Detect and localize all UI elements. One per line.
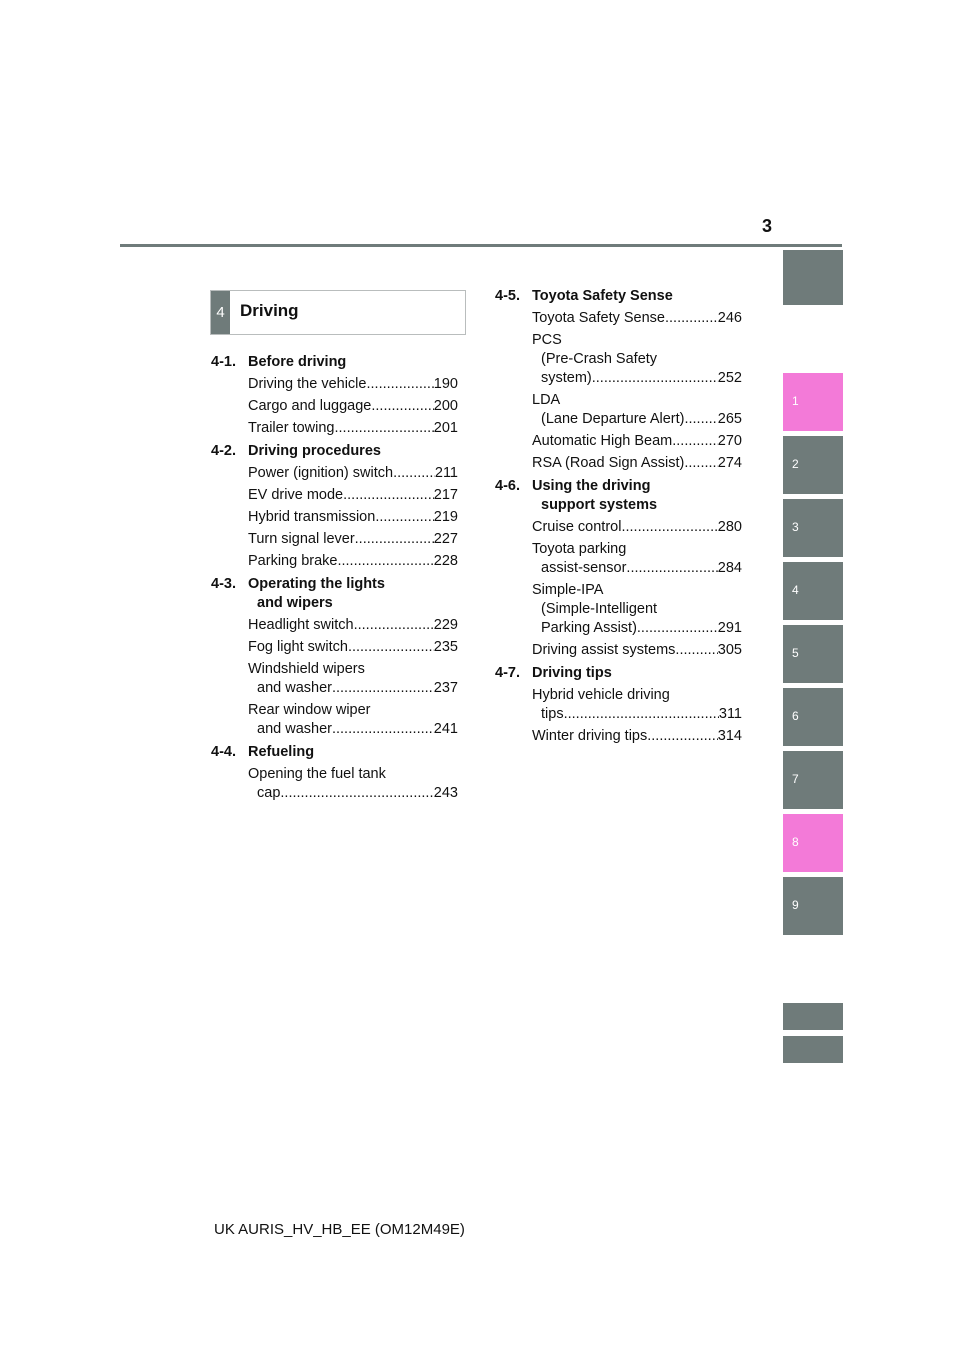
entry-label: Power (ignition) switch	[248, 465, 394, 481]
entry-label: Windshield wipers	[248, 661, 365, 677]
section-title-line: Operating the lights	[248, 576, 385, 592]
chapter-heading	[210, 290, 466, 335]
toc-section	[211, 575, 458, 739]
entry-line	[248, 720, 458, 739]
toc-entry[interactable]	[532, 432, 742, 451]
entry-line	[532, 727, 742, 746]
section-title	[248, 353, 458, 372]
toc-entry[interactable]	[248, 660, 458, 698]
section-number: 4-6.	[495, 478, 520, 494]
tab-label: 3	[792, 520, 799, 534]
section-number: 4-1.	[211, 354, 236, 370]
entry-page-number: 291	[717, 620, 742, 636]
chapter-number: 4	[211, 291, 230, 334]
toc-entry[interactable]	[248, 486, 458, 505]
entry-line	[532, 432, 742, 451]
section-number: 4-3.	[211, 576, 236, 592]
section-heading	[211, 743, 458, 762]
entry-label: Cruise control	[532, 519, 622, 535]
dot-leader	[621, 518, 717, 537]
tab-label: 1	[792, 394, 799, 408]
toc-entry[interactable]	[248, 397, 458, 416]
toc-section	[495, 477, 742, 660]
entry-line	[532, 454, 742, 473]
section-title-line: and wipers	[257, 595, 333, 611]
header-rule	[120, 244, 842, 247]
entry-page-number: 219	[433, 509, 458, 525]
entry-label: tips	[541, 706, 564, 722]
toc-entry[interactable]	[248, 638, 458, 657]
dot-leader	[371, 397, 433, 416]
entry-label: Turn signal lever	[248, 531, 355, 547]
footer-model-code: UK AURIS_HV_HB_EE (OM12M49E)	[214, 1221, 465, 1238]
section-title	[248, 575, 458, 613]
section-heading	[495, 664, 742, 683]
index-tab[interactable]	[783, 1036, 843, 1063]
entry-line	[248, 784, 458, 803]
chapter-tab-4[interactable]	[783, 562, 843, 620]
dot-leader	[665, 309, 718, 328]
tab-label: 8	[792, 835, 799, 849]
dot-leader	[348, 638, 434, 657]
chapter-tab-9[interactable]	[783, 877, 843, 935]
section-heading	[211, 353, 458, 372]
tab-label: 2	[792, 457, 799, 471]
dot-leader	[354, 616, 434, 635]
entry-line	[248, 679, 458, 698]
section-title-line: Using the driving	[532, 478, 651, 494]
entry-line	[532, 705, 742, 724]
entry-page-number: 237	[433, 680, 458, 696]
entry-label: (Lane Departure Alert)	[541, 411, 685, 427]
section-heading	[211, 575, 458, 613]
toc-entry[interactable]	[532, 518, 742, 537]
entry-label: Trailer towing	[248, 420, 335, 436]
tab-label: 5	[792, 646, 799, 660]
dot-leader	[343, 486, 434, 505]
section-number: 4-5.	[495, 288, 520, 304]
section-title	[532, 477, 742, 515]
section-title-line: Driving tips	[532, 665, 612, 681]
toc-entry[interactable]	[248, 765, 458, 803]
toc-section	[495, 664, 742, 746]
entry-label: PCS	[532, 332, 562, 348]
toc-entry[interactable]	[532, 686, 742, 724]
entry-label: Toyota parking	[532, 541, 627, 557]
entry-page-number: 200	[433, 398, 458, 414]
toc-section	[211, 353, 458, 438]
entry-page-number: 246	[717, 310, 742, 326]
entry-page-number: 280	[717, 519, 742, 535]
entry-line	[248, 530, 458, 549]
dot-leader	[672, 432, 718, 451]
section-title-line: support systems	[541, 497, 658, 513]
entry-label: assist-sensor	[541, 560, 627, 576]
entry-label: system)	[541, 370, 592, 386]
toc-section	[211, 442, 458, 571]
entry-line	[532, 641, 742, 660]
entry-line	[248, 616, 458, 635]
dot-leader	[335, 419, 434, 438]
entry-page-number: 201	[433, 420, 458, 436]
chapter-tab-1[interactable]	[783, 373, 843, 431]
entry-label: Automatic High Beam	[532, 433, 673, 449]
entry-page-number: 270	[717, 433, 742, 449]
toc-left-column	[211, 353, 458, 807]
tab-label: 6	[792, 709, 799, 723]
toc-entry[interactable]	[248, 508, 458, 527]
tab-label: 7	[792, 772, 799, 786]
tab-label: 4	[792, 583, 799, 597]
dot-leader	[366, 375, 433, 394]
entry-label: and washer	[257, 721, 332, 737]
section-heading	[495, 477, 742, 515]
entry-label: (Pre-Crash Safety	[541, 351, 658, 367]
entry-label: LDA	[532, 392, 561, 408]
entry-line	[532, 559, 742, 578]
toc-section	[495, 287, 742, 473]
entry-page-number: 241	[433, 721, 458, 737]
entry-line	[248, 508, 458, 527]
chapter-tab-2[interactable]	[783, 436, 843, 494]
entry-page-number: 227	[433, 531, 458, 547]
entry-label: Driving the vehicle	[248, 376, 367, 392]
chapter-tab-3[interactable]	[783, 499, 843, 557]
toc-entry[interactable]	[532, 309, 742, 328]
section-title-line: Refueling	[248, 744, 315, 760]
tab-label: 9	[792, 898, 799, 912]
entry-line	[532, 410, 742, 429]
section-number: 4-2.	[211, 443, 236, 459]
section-number: 4-4.	[211, 744, 236, 760]
toc-entry[interactable]	[532, 581, 742, 638]
dot-leader	[675, 641, 717, 660]
entry-line	[248, 638, 458, 657]
entry-page-number: 305	[717, 642, 742, 658]
section-heading	[495, 287, 742, 306]
entry-line	[248, 397, 458, 416]
entry-page-number: 211	[434, 465, 458, 481]
dot-leader	[280, 784, 433, 803]
entry-label: Simple-IPA	[532, 582, 604, 598]
index-tab[interactable]	[783, 1003, 843, 1030]
entry-line	[248, 552, 458, 571]
entry-line	[248, 464, 458, 483]
entry-page-number: 265	[717, 411, 742, 427]
chapter-tab-6[interactable]	[783, 688, 843, 746]
entry-label: Hybrid transmission	[248, 509, 376, 525]
dot-leader	[592, 369, 718, 388]
dot-leader	[647, 727, 718, 746]
entry-label: Opening the fuel tank	[248, 766, 386, 782]
entry-page-number: 229	[433, 617, 458, 633]
section-title	[532, 287, 742, 306]
dot-leader	[337, 552, 433, 571]
entry-label: Driving assist systems	[532, 642, 676, 658]
entry-line	[248, 375, 458, 394]
dot-leader	[332, 720, 434, 739]
toc-entry[interactable]	[532, 331, 742, 388]
toc-entry[interactable]	[248, 701, 458, 739]
entry-label: EV drive mode	[248, 487, 344, 503]
entry-line	[532, 518, 742, 537]
toc-entry[interactable]	[248, 419, 458, 438]
chapter-tab-7[interactable]	[783, 751, 843, 809]
section-title-line: Before driving	[248, 354, 347, 370]
index-tab[interactable]	[783, 250, 843, 305]
toc-entry[interactable]	[248, 616, 458, 635]
entry-page-number: 284	[717, 560, 742, 576]
entry-page-number: 314	[717, 728, 742, 744]
dot-leader	[684, 410, 717, 429]
entry-line	[532, 309, 742, 328]
section-heading	[211, 442, 458, 461]
entry-page-number: 252	[717, 370, 742, 386]
entry-line	[248, 419, 458, 438]
dot-leader	[637, 619, 718, 638]
dot-leader	[564, 705, 719, 724]
toc-entry[interactable]	[248, 375, 458, 394]
section-number: 4-7.	[495, 665, 520, 681]
entry-label: Cargo and luggage	[248, 398, 372, 414]
entry-page-number: 235	[433, 639, 458, 655]
dot-leader	[393, 464, 435, 483]
entry-label: Toyota Safety Sense	[532, 310, 665, 326]
entry-label: Parking brake	[248, 553, 338, 569]
dot-leader	[626, 559, 717, 578]
entry-label: and washer	[257, 680, 332, 696]
entry-page-number: 274	[717, 455, 742, 471]
toc-entry[interactable]	[532, 391, 742, 429]
toc-entry[interactable]	[532, 454, 742, 473]
entry-page-number: 217	[433, 487, 458, 503]
entry-label: Parking Assist)	[541, 620, 637, 636]
section-title	[248, 743, 458, 762]
toc-right-column	[495, 287, 742, 750]
entry-label: (Simple-Intelligent	[541, 601, 658, 617]
chapter-tab-8[interactable]	[783, 814, 843, 872]
toc-entry[interactable]	[532, 641, 742, 660]
entry-page-number: 243	[433, 785, 458, 801]
chapter-tab-5[interactable]	[783, 625, 843, 683]
entry-label: Headlight switch	[248, 617, 354, 633]
page-number: 3	[762, 216, 773, 236]
entry-label: RSA (Road Sign Assist)	[532, 455, 685, 471]
dot-leader	[684, 454, 717, 473]
chapter-title: Driving	[240, 301, 299, 320]
entry-label: Hybrid vehicle driving	[532, 687, 670, 703]
entry-label: Winter driving tips	[532, 728, 648, 744]
dot-leader	[332, 679, 434, 698]
section-title	[248, 442, 458, 461]
entry-page-number: 190	[433, 376, 458, 392]
dot-leader	[355, 530, 434, 549]
entry-line	[532, 619, 742, 638]
dot-leader	[375, 508, 433, 527]
toc-entry[interactable]	[248, 552, 458, 571]
entry-page-number: 228	[433, 553, 458, 569]
entry-label: Fog light switch	[248, 639, 348, 655]
section-title-line: Toyota Safety Sense	[532, 288, 673, 304]
toc-entry[interactable]	[248, 464, 458, 483]
entry-line	[248, 486, 458, 505]
entry-page-number: 311	[718, 706, 742, 722]
toc-entry[interactable]	[532, 727, 742, 746]
entry-line	[532, 369, 742, 388]
section-title-line: Driving procedures	[248, 443, 381, 459]
toc-entry[interactable]	[248, 530, 458, 549]
toc-section	[211, 743, 458, 803]
section-title	[532, 664, 742, 683]
toc-entry[interactable]	[532, 540, 742, 578]
entry-label: Rear window wiper	[248, 702, 371, 718]
entry-label: cap	[257, 785, 281, 801]
